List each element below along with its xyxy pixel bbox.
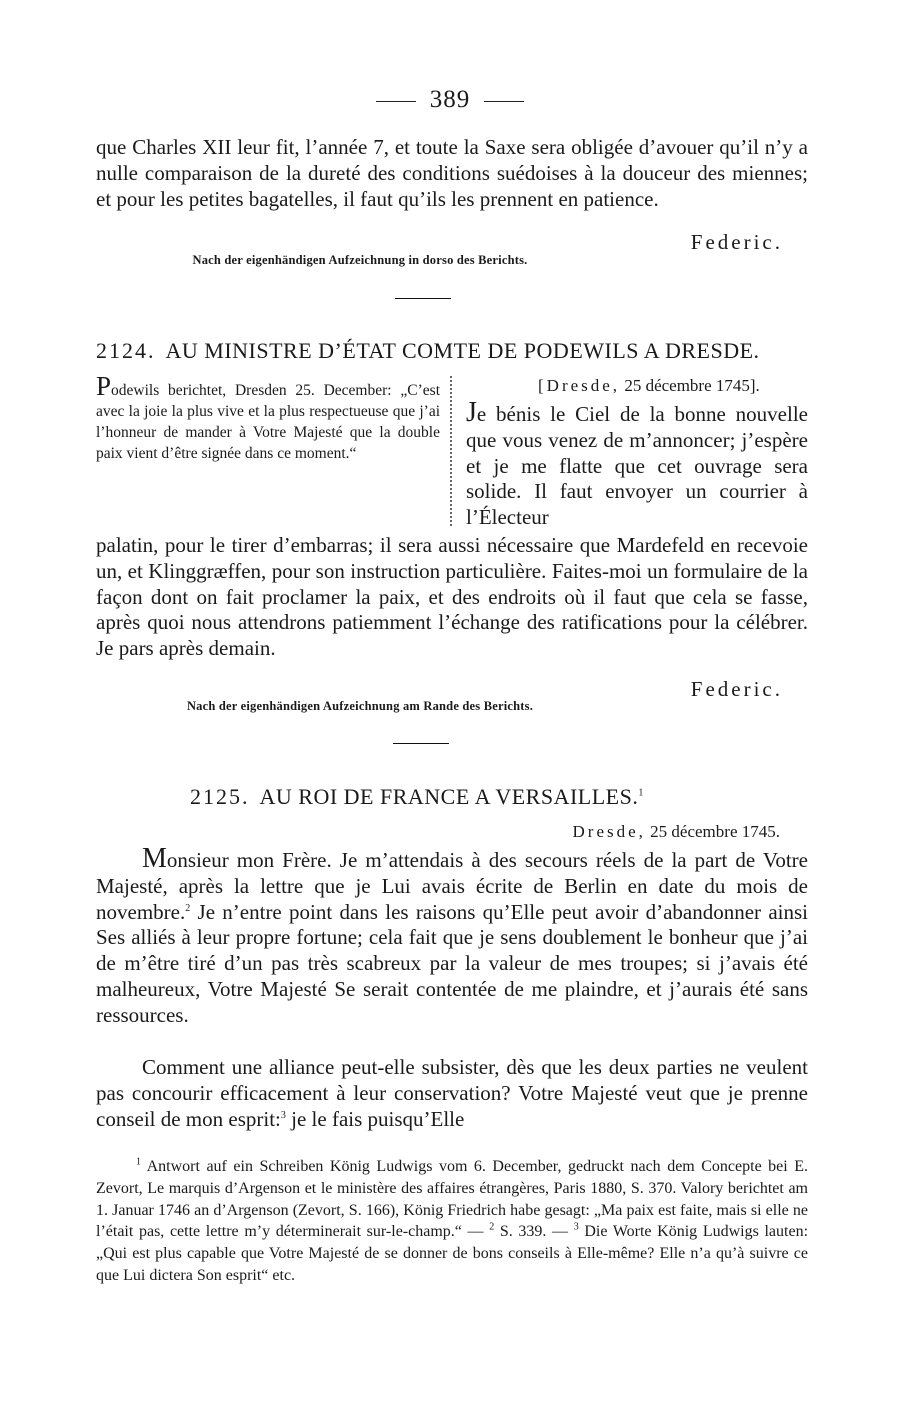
column-separator <box>450 376 452 526</box>
paragraph-2-text-b: je le fais puisqu’Elle <box>285 1106 465 1131</box>
letter-2124-report-summary <box>96 371 440 464</box>
footnote-1-mark: 1 <box>136 1156 141 1168</box>
running-header <box>0 86 900 114</box>
letter-2124-title: AU MINISTRE D’ÉTAT COMTE DE PODEWILS A DRESDE. <box>165 338 760 363</box>
previous-letter-signature: Federic. <box>690 230 783 254</box>
footnotes <box>96 1156 808 1287</box>
footnote-mark-2: 2 <box>185 902 191 914</box>
header-dash-left <box>376 101 416 102</box>
footnote-3-mark: 3 <box>573 1222 579 1234</box>
summary-text: odewils berichtet, Dresden 25. December: „C’est avec la joie la plus vive et la plus respectueuse que j’ai l’honneur de mander à Votre Majesté que la double paix vient d’être signée dans ce moment.“ <box>96 382 440 462</box>
letter-2124-date-place: [Dresde, <box>538 376 621 395</box>
paragraph-1-text-b: Je n’entre point dans les raisons qu’Elle peut avoir d’abandonner ainsi Ses alliés à leur propre fortune; cela fait que je sens doublement le bonheur que j’ai de m’être tiré d’un pas très scabreux par la valeur de mes troupes; si j’avais été malheureux, Votre Majesté Se serait contentée de me plaindre, et j’aurais été sans ressources. <box>96 899 808 1027</box>
previous-letter-continuation: que Charles XII leur fit, l’année 7, et toute la Saxe sera obligée d’avouer qu’il n’y a nulle comparaison de la dureté des conditions suédoises à la douceur des miennes; et pour les petites bagatelles, il faut qu’ils les prennent en patience. <box>96 135 808 211</box>
letter-2124-body: palatin, pour le tirer d’embarras; il sera aussi nécessaire que Mardefeld en recevoie un, et Klinggræffen, pour son instruction particulière. Faites-moi un formulaire de la façon dont on fait proclamer la paix, et des endroits où il faut que cela se fasse, après quoi nous attendrons patiemment l’échange des ratifications pour la célébrer. Je pars après demain. <box>96 533 808 661</box>
footnote-2-text: S. 339. — <box>494 1223 574 1241</box>
letter-2124-body-top <box>466 397 808 531</box>
letter-2125-date-day: 25 décembre 1745. <box>650 822 780 841</box>
letter-2125-paragraph-2 <box>96 1055 808 1132</box>
letter-2124-number: 2124. <box>96 338 156 363</box>
letter-2124-signature: Federic. <box>690 677 783 701</box>
letter-2125-paragraph-1 <box>96 843 808 1029</box>
letter-2125-date-place: Dresde, <box>572 822 646 841</box>
paragraph-1-text-a: onsieur mon Frère. Je m’attendais à des secours réels de la part de Votre Majesté, après la lettre que je Lui avais écrite de Berlin en date du mois de novembre. <box>96 848 808 924</box>
footnote-3-text: Die Worte König Ludwigs lauten: „Qui est plus capable que Votre Majesté de se donner de bons conseils à Elle-même? Elle n’a qu’à suivre ce que Lui dictera Son esprit“ etc. <box>96 1223 809 1284</box>
header-dash-right <box>484 101 524 102</box>
summary-initial: P <box>96 371 112 401</box>
section-divider <box>395 298 451 299</box>
letter-2124-source-note: Nach der eigenhändigen Aufzeichnung am Rande des Berichts. <box>186 699 534 713</box>
section-divider <box>393 743 449 744</box>
previous-letter-source-note: Nach der eigenhändigen Aufzeichnung in dorso des Berichts. <box>192 253 528 267</box>
letter-2124-date-day: 25 décembre 1745]. <box>624 376 760 395</box>
footnote-2-mark: 2 <box>489 1222 495 1234</box>
footnote-mark-3: 3 <box>280 1109 286 1121</box>
letter-2124-body-top-text: e bénis le Ciel de la bonne nouvelle que vous venez de m’annoncer; j’espère et je me flatte que cet ouvrage sera solide. Il faut envoyer un courrier à l’Électeur <box>466 402 808 530</box>
letter-2125-title: AU ROI DE FRANCE A VERSAILLES. <box>259 784 639 809</box>
letter-2124-date <box>538 376 760 396</box>
letter-2125-initial: M <box>142 843 167 874</box>
paragraph-2-text-a: Comment une alliance peut-elle subsister, dès que les deux parties ne veulent pas concourir efficacement à leur conservation? Votre Majesté veut que je prenne conseil de mon esprit: <box>96 1055 808 1131</box>
letter-2125-date <box>573 822 780 842</box>
page-number: 389 <box>429 86 471 113</box>
letter-2125-footnote-mark: 1 <box>638 787 644 799</box>
letter-2124-initial: J <box>466 397 477 428</box>
letter-2124-heading <box>96 338 816 364</box>
letter-2125-heading <box>190 784 900 810</box>
letter-2125-number: 2125. <box>190 784 250 809</box>
footnote-1-text: Antwort auf ein Schreiben König Ludwigs vom 6. December, gedruckt nach dem Concepte bei E. Zevort, Le marquis d’Argenson et le ministère des affaires étrangères, Paris 1880, S. 370. Valory berichtet am 1. Januar 1746 an d’Argenson (Zevort, S. 166), König Friedrich habe gesagt: „Ma paix est faite, mais si elle ne l’était pas, cette lettre m’y déterminerait sur-le-champ.“ — <box>96 1158 808 1241</box>
